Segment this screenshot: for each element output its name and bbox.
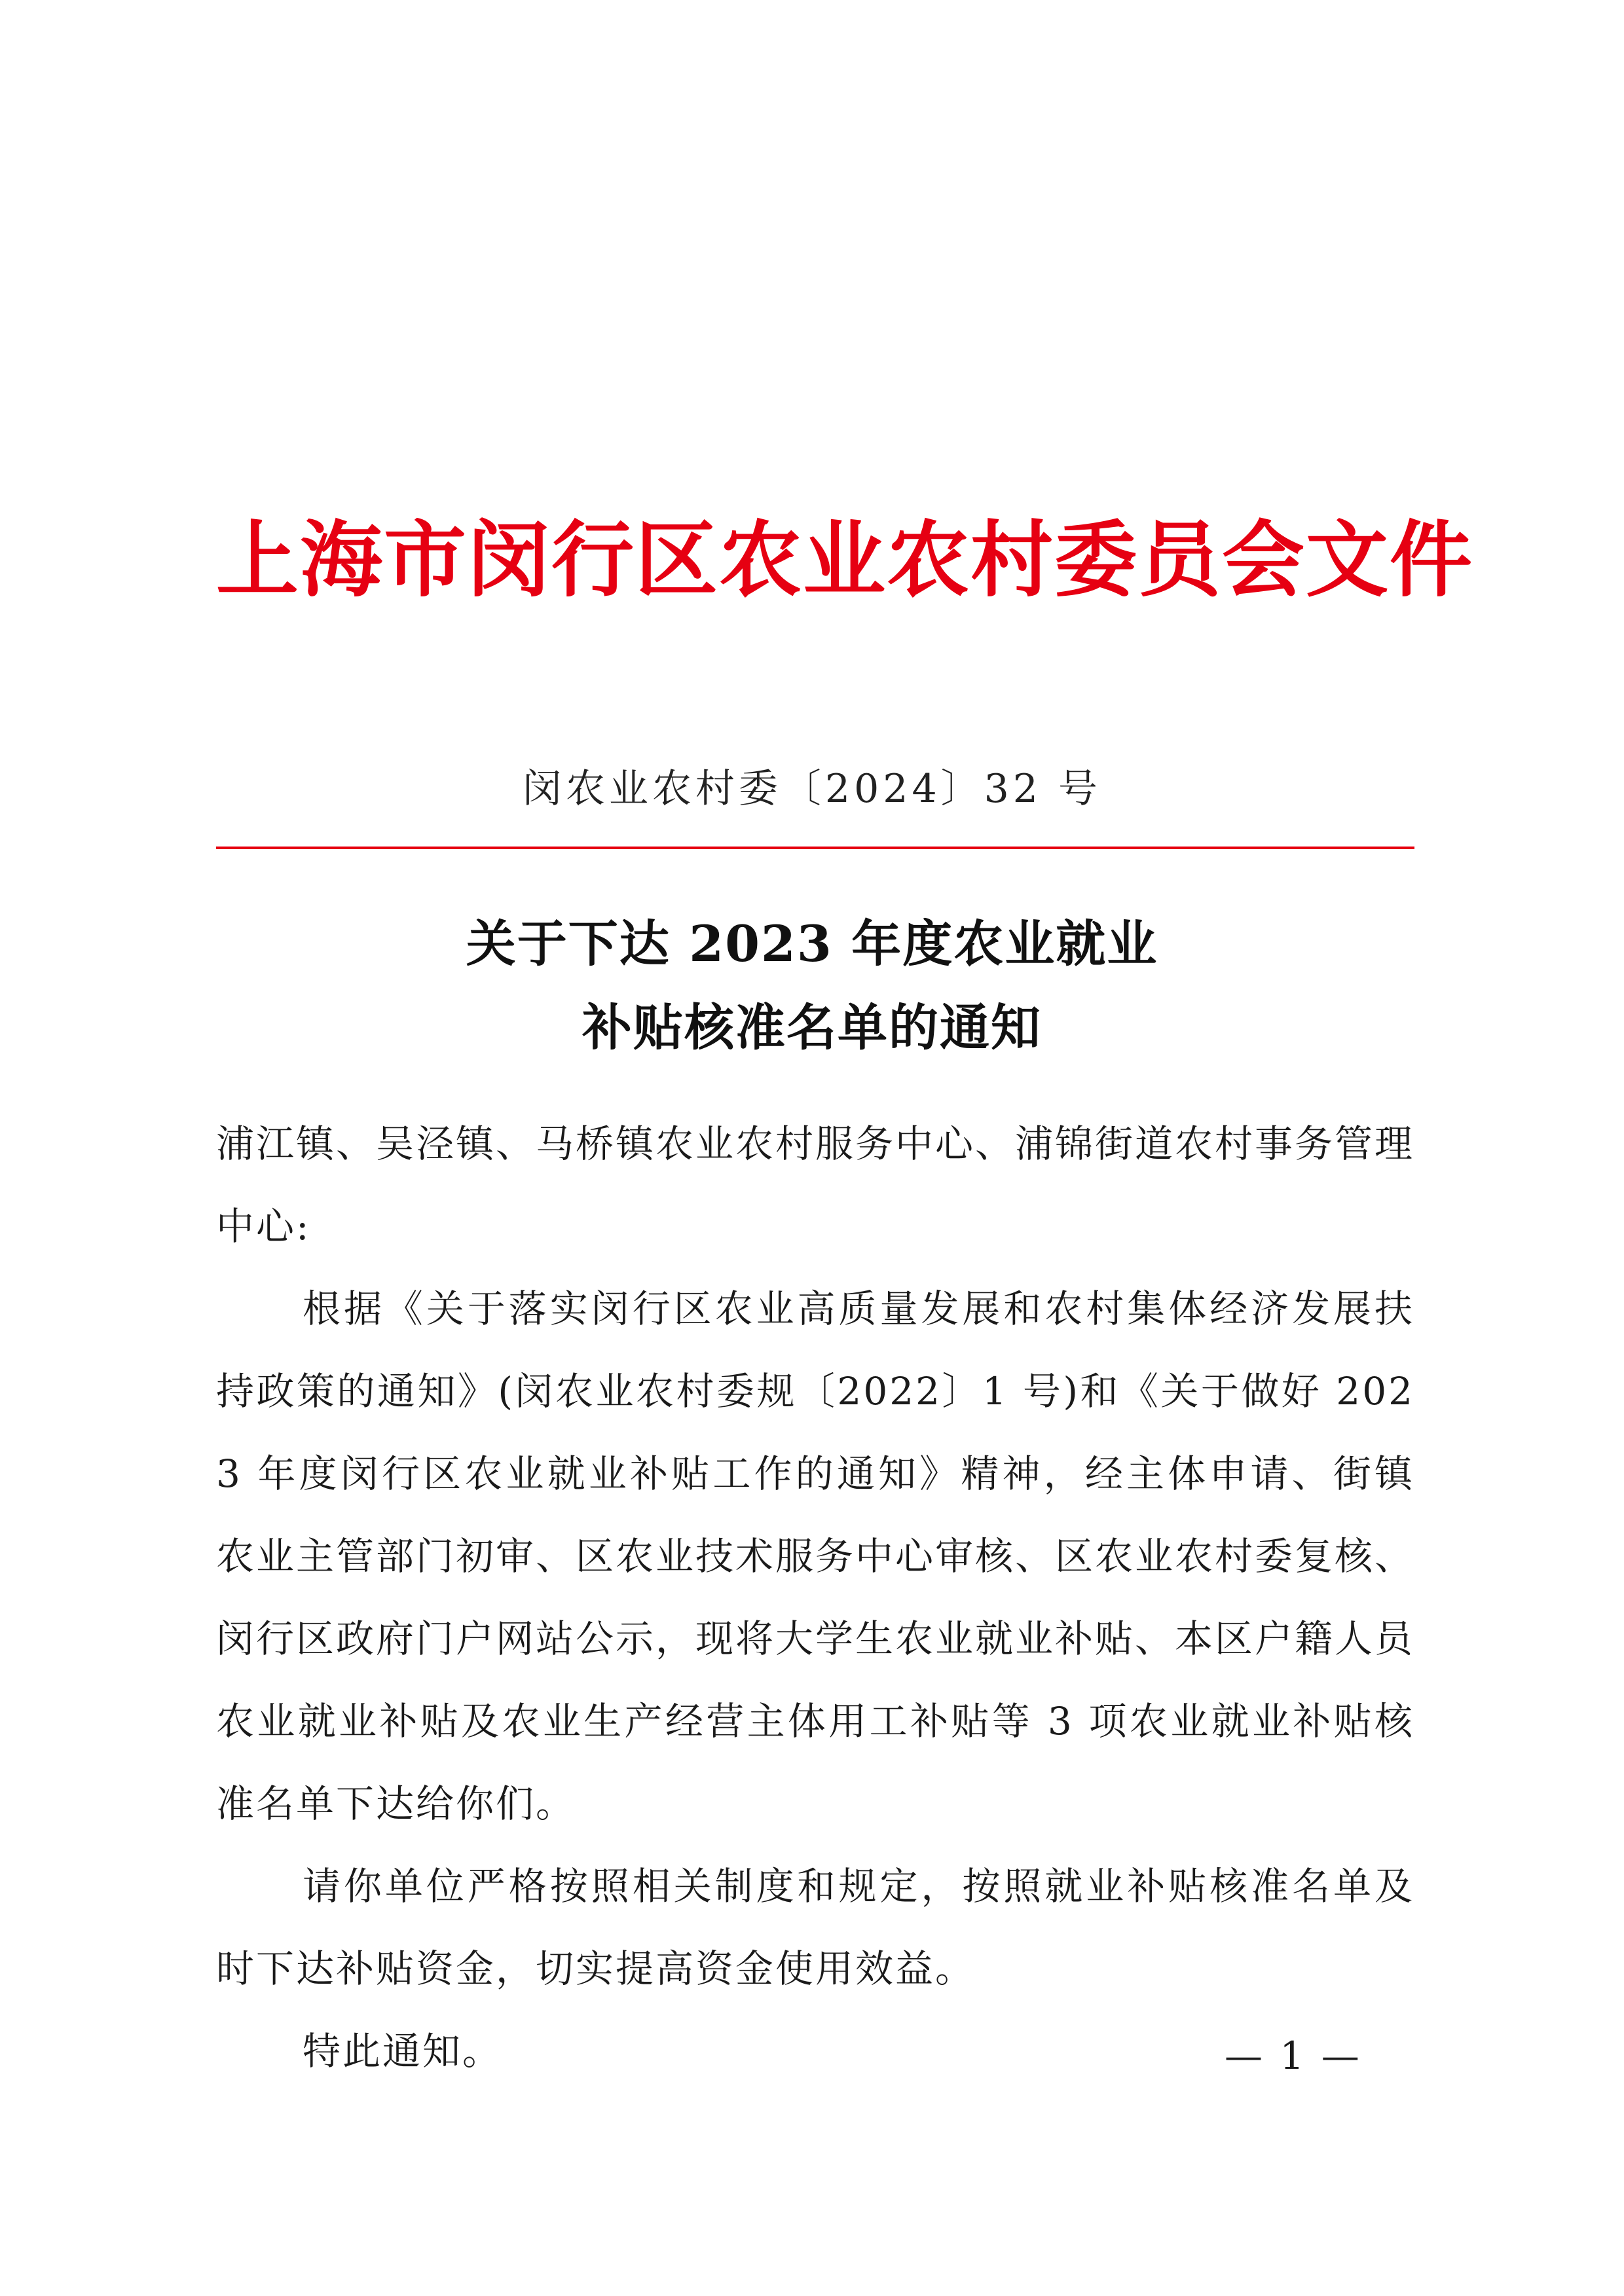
- body-paragraph-2: 请你单位严格按照相关制度和规定，按照就业补贴核准名单及时下达补贴资金，切实提高资金使用效益。: [216, 1864, 1414, 1991]
- document-title: [0, 902, 1624, 1070]
- title-line-2: 补贴核准名单的通知: [582, 998, 1042, 1057]
- closing-line: 特此通知。: [303, 2029, 503, 2073]
- document-number: 闵农业农村委〔2024〕32 号: [522, 766, 1102, 812]
- body-paragraph-1: 根据《关于落实闵行区农业高质量发展和农村集体经济发展扶持政策的通知》(闵农业农村委规〔2022〕1 号)和《关于做好 2023 年度闵行区农业就业补贴工作的通知》精神，经主体申请、街镇农业主管部门初审、区农业技术服务中心审核、区农业农村委复核、闵行区政府门户网站公示，现将大学生农业就业补贴、本区户籍人员农业就业补贴及农业生产经营主体用工补贴等 3 项农业就业补贴核准名单下达给你们。: [216, 1286, 1415, 1826]
- title-line-1: 关于下达 2023 年度农业就业: [466, 915, 1158, 973]
- document-masthead: 上海市闵行区农业农村委员会文件: [216, 511, 1473, 608]
- page-number: — 1 —: [1225, 2033, 1362, 2078]
- document-body: [216, 1102, 1414, 2092]
- red-separator-line: [216, 847, 1414, 849]
- addressee: 浦江镇、吴泾镇、马桥镇农业农村服务中心、浦锦街道农村事务管理中心:: [216, 1121, 1415, 1248]
